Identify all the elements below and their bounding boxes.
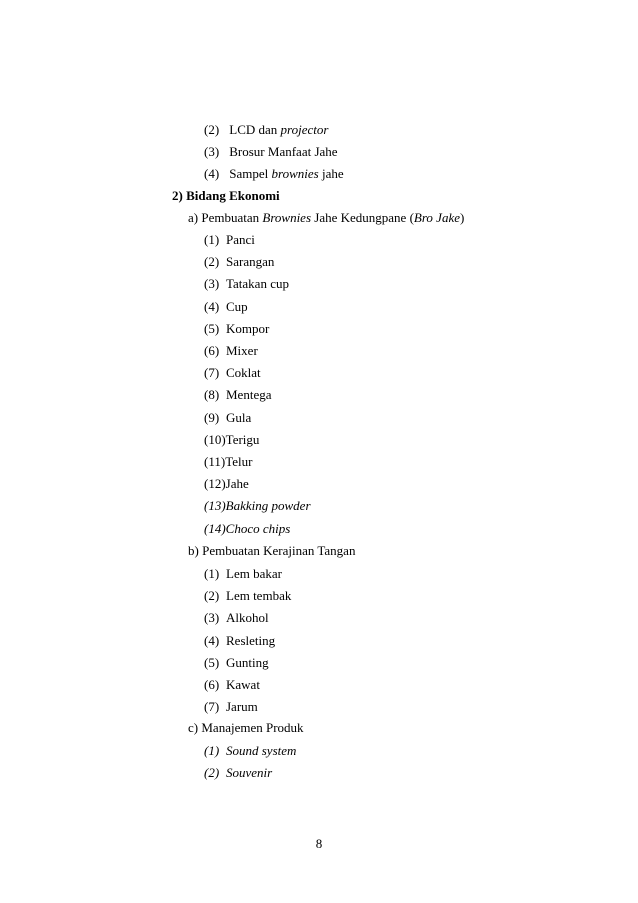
item-number: (6) [204,343,220,358]
item-number: (2) [204,254,220,270]
item-number: (1) [204,743,220,758]
subsection-heading-a [188,210,464,226]
item-number: (4) [204,632,220,648]
list-item [204,677,260,693]
section-title: Bidang Ekonomi [186,188,280,203]
item-text: Sampel brownies jahe [229,166,344,181]
item-number: (5) [204,654,220,670]
item-number: (4) [204,298,220,314]
item-number: (7) [204,699,220,715]
list-item [204,299,248,315]
item-number: (1) [204,566,220,581]
list-item [204,566,282,582]
item-number: (3) [204,144,220,159]
item-number: (6) [204,677,220,692]
item-text: Alkohol [226,610,269,626]
list-item [204,476,249,492]
item-text: Gula [226,409,252,425]
page-number: 8 [315,836,323,851]
subsection-letter: c) [188,720,199,735]
item-number: (2) [204,122,220,137]
item-number: (3) [204,276,220,292]
list-item [204,633,275,649]
list-item [204,321,269,337]
item-text: Telur [225,454,253,469]
item-number: (1) [204,232,220,247]
list-item [204,365,261,381]
item-number: (12) [204,476,226,492]
list-item [204,122,328,138]
item-text: Panci [226,232,255,247]
item-text: Coklat [226,365,261,381]
list-item [204,166,344,182]
list-item [204,521,290,537]
subsection-title: Pembuatan Brownies Jahe Kedungpane (Bro Jake) [201,210,465,225]
item-number: (11) [204,454,226,469]
list-item [204,610,269,626]
item-text: Souvenir [226,765,273,781]
item-text: Terigu [225,431,260,447]
item-text: Choco chips [225,520,291,536]
list-item [204,144,338,160]
item-number: (4) [204,166,220,181]
item-text: Jarum [226,699,258,715]
list-item [204,276,289,292]
section-heading [172,188,280,204]
list-item [204,655,269,671]
list-item [204,254,274,270]
list-item [204,588,291,604]
item-text: Mixer [226,343,258,358]
item-text: Brosur Manfaat Jahe [229,144,338,159]
item-number: (5) [204,320,220,336]
item-number: (14) [204,520,226,536]
list-item [204,232,255,248]
item-text: Mentega [226,387,272,403]
section-number: 2) [172,188,183,203]
list-item [204,454,252,470]
item-text: Tatakan cup [226,276,289,292]
item-text: Sarangan [226,254,275,270]
item-number: (2) [204,588,220,604]
subsection-title: Manajemen Produk [201,720,304,735]
item-number: (7) [204,365,220,381]
item-text: Gunting [226,654,269,670]
list-item [204,498,311,514]
subsection-title: Pembuatan Kerajinan Tangan [202,543,356,558]
item-text: Lem tembak [226,588,292,604]
item-text: Cup [226,298,248,314]
list-item [204,387,271,403]
item-number: (3) [204,610,220,626]
subsection-letter: a) [188,210,199,225]
subsection-heading-b [188,543,355,559]
item-text: Resleting [226,632,276,648]
item-number: (8) [204,387,220,403]
item-number: (13) [204,498,226,514]
item-text: Jahe [225,476,249,492]
list-item [204,743,296,759]
subsection-heading-c [188,720,304,736]
item-text: Kompor [226,320,270,336]
item-text: LCD dan projector [229,122,329,137]
list-item [204,699,258,715]
item-number: (10) [204,431,226,447]
item-number: (9) [204,409,220,425]
list-item [204,410,251,426]
list-item [204,432,259,448]
list-item [204,343,258,359]
item-text: Sound system [226,743,297,758]
list-item [204,765,272,781]
item-number: (2) [204,765,220,781]
subsection-letter: b) [188,543,199,558]
item-text: Kawat [226,677,260,692]
item-text: Bakking powder [225,498,311,514]
item-text: Lem bakar [226,566,282,581]
